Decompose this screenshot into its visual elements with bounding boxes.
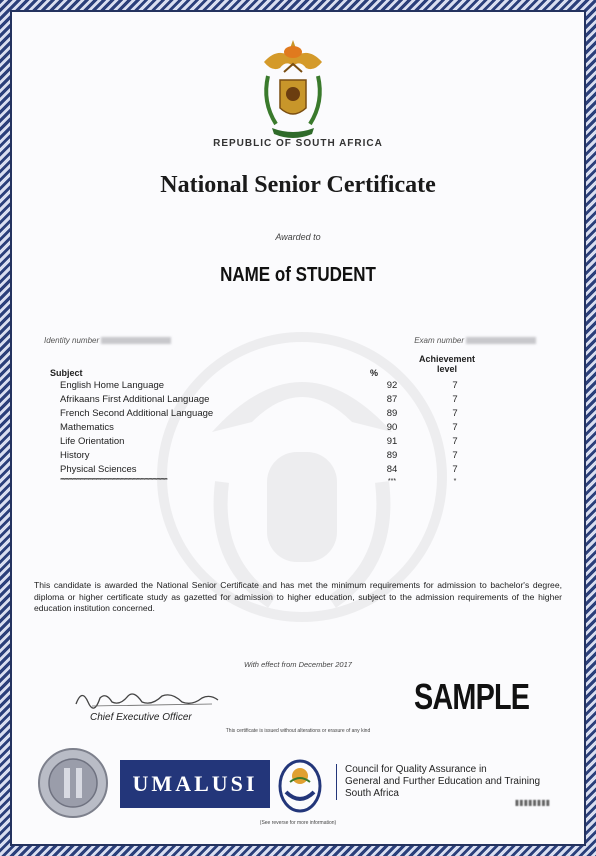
subject-percent: 87	[386, 394, 398, 405]
subject-level: 7	[452, 450, 458, 461]
embossed-seal-icon	[36, 746, 110, 820]
serial-number-redacted: ▮▮▮▮▮▮▮▮	[514, 798, 550, 807]
reverse-note: (See reverse for more information)	[259, 820, 337, 826]
council-line-2: General and Further Education and Training	[345, 776, 541, 787]
stars-line: ********************************************************************************	[60, 478, 167, 484]
subject-name: French Second Additional Language	[60, 408, 214, 419]
subject-name: English Home Language	[60, 380, 165, 391]
table-row	[60, 422, 480, 436]
council-line-1: Council for Quality Assurance in	[345, 764, 487, 775]
issued-note: This certificate is issued without alterations or erasure of any kind	[225, 728, 371, 734]
subject-percent: 84	[386, 464, 398, 475]
subject-name: History	[60, 450, 90, 461]
ceo-signature	[72, 684, 222, 712]
subject-name: Physical Sciences	[60, 464, 137, 475]
exam-number-label: Exam number	[414, 336, 464, 345]
identity-number-label: Identity number	[44, 336, 100, 345]
subject-name: Afrikaans First Additional Language	[60, 394, 210, 405]
sample-stamp: SAMPLE	[414, 676, 530, 717]
student-name: NAME of STUDENT	[220, 264, 376, 286]
council-line-3: South Africa	[345, 788, 399, 799]
percent-header: %	[370, 368, 379, 378]
achievement-header	[412, 354, 482, 374]
subject-percent: 89	[386, 408, 398, 419]
certificate-title: National Senior Certificate	[160, 172, 436, 198]
identity-number-redacted	[101, 337, 171, 344]
table-row	[60, 394, 480, 408]
achievement-header-line2: level	[436, 364, 458, 374]
subject-level: 7	[452, 464, 458, 475]
subject-level: 7	[452, 408, 458, 419]
exam-number-redacted	[466, 337, 536, 344]
exam-number	[414, 336, 536, 345]
umalusi-emblem-icon	[276, 756, 324, 814]
achievement-header-line1: Achievement	[418, 354, 476, 364]
table-row	[60, 450, 480, 464]
awarded-to-label: Awarded to	[275, 232, 321, 242]
stars-level: *	[453, 478, 457, 485]
subject-percent: 91	[386, 436, 398, 447]
stars-percent: ***	[387, 478, 397, 485]
ceo-title: Chief Executive Officer	[90, 712, 192, 723]
subject-percent: 89	[386, 450, 398, 461]
umalusi-logo: UMALUSI	[120, 760, 270, 808]
subject-percent: 92	[386, 380, 398, 391]
subject-level: 7	[452, 380, 458, 391]
subject-level: 7	[452, 394, 458, 405]
table-end-marker	[60, 478, 480, 492]
table-row	[60, 436, 480, 450]
coat-of-arms-crest	[254, 32, 332, 144]
effective-date: With effect from December 2017	[244, 660, 352, 669]
subject-name: Life Orientation	[60, 436, 125, 447]
council-name	[336, 764, 540, 800]
subject-level: 7	[452, 422, 458, 433]
certificate-page	[10, 10, 586, 846]
award-statement: This candidate is awarded the National Senior Certificate and has met the minimum requirements for admission to bachelor's degree, diploma or higher certificate study as gazetted for admission to higher education, subject to the admission requirements of the higher education institution concerned.	[34, 580, 562, 613]
identity-number	[44, 336, 171, 345]
subject-level: 7	[452, 436, 458, 447]
table-row	[60, 464, 480, 478]
republic-heading: REPUBLIC OF SOUTH AFRICA	[213, 138, 383, 149]
subject-name: Mathematics	[60, 422, 114, 433]
subject-header: Subject	[50, 368, 83, 378]
table-row	[60, 408, 480, 422]
table-row	[60, 380, 480, 394]
subject-percent: 90	[386, 422, 398, 433]
